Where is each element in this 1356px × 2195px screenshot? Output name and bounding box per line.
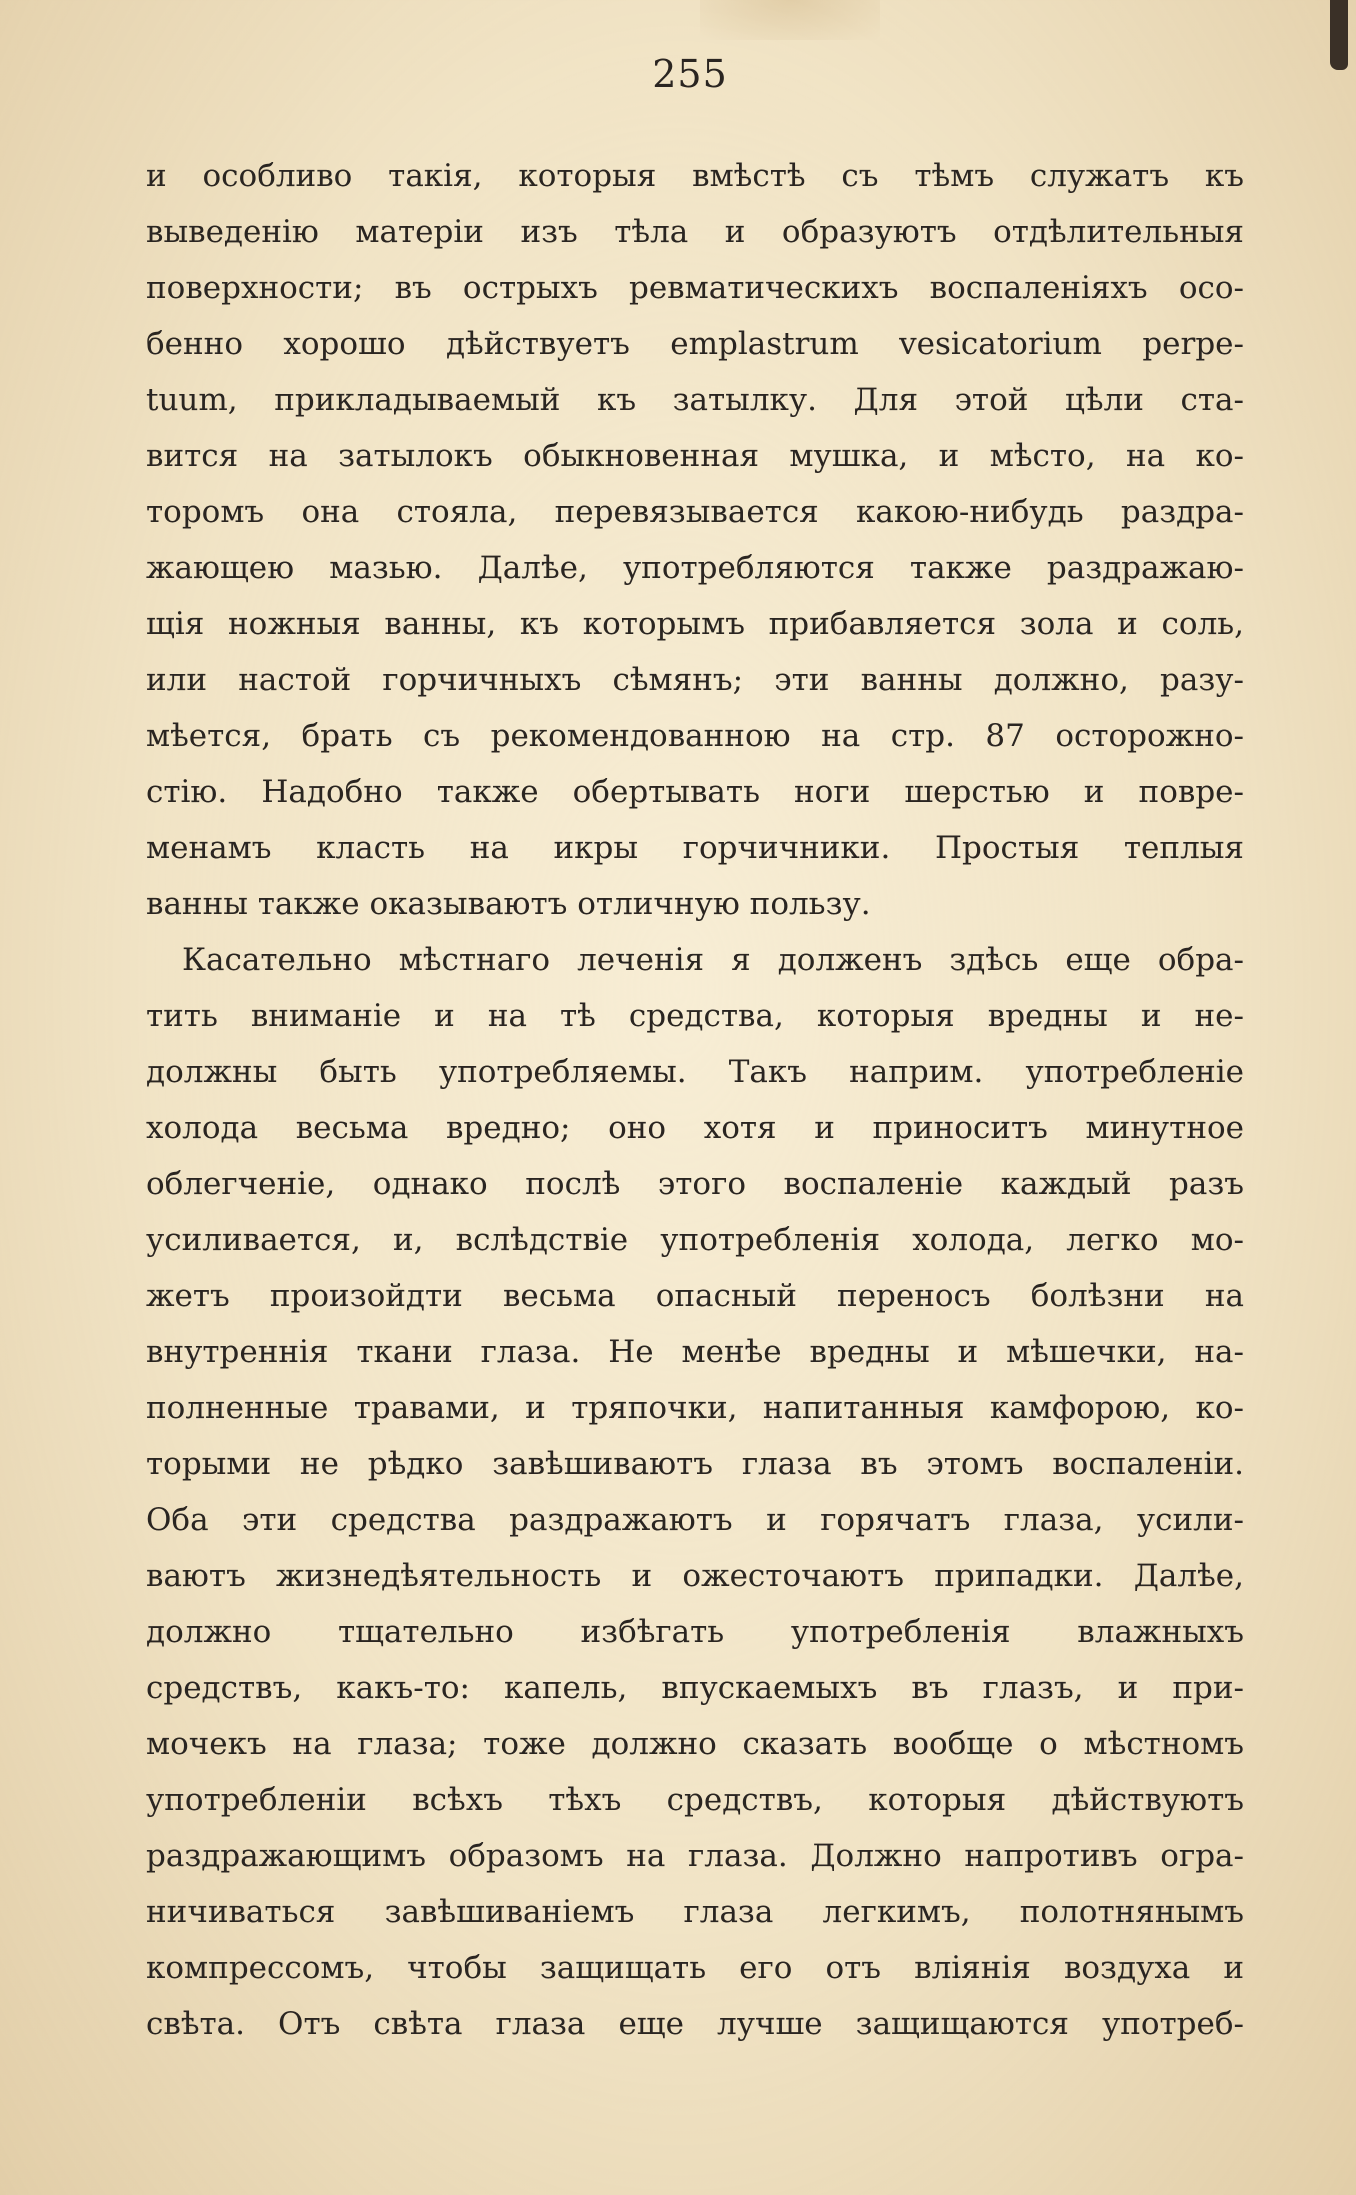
text-line: раздражающимъ образомъ на глаза. Должно напротивъ огра- — [146, 1838, 1244, 1874]
text-line: вится на затылокъ обыкновенная мушка, и мѣсто, на ко- — [146, 438, 1244, 474]
text-line: употребленіи всѣхъ тѣхъ средствъ, которыя дѣйствуютъ — [146, 1782, 1244, 1818]
text-line: холода весьма вредно; оно хотя и приноситъ минутное — [146, 1110, 1244, 1146]
text-line: Оба эти средства раздражаютъ и горячатъ глаза, усили- — [146, 1502, 1244, 1538]
paper-stain — [700, 0, 880, 40]
text-line: мѣется, брать съ рекомендованною на стр. 87 осторожно- — [146, 718, 1244, 754]
text-line: бенно хорошо дѣйствуетъ emplastrum vesicatorium perpe- — [146, 326, 1244, 362]
text-line: ванны также оказываютъ отличную пользу. — [146, 886, 871, 922]
text-line: tuum, прикладываемый къ затылку. Для этой цѣли ста- — [146, 382, 1244, 418]
text-line: внутреннія ткани глаза. Не менѣе вредны и мѣшечки, на- — [146, 1334, 1244, 1370]
text-line: тить вниманіе и на тѣ средства, которыя вредны и не- — [146, 998, 1244, 1034]
text-line: ничиваться завѣшиваніемъ глаза легкимъ, полотнянымъ — [146, 1894, 1244, 1930]
text-line: выведенію матеріи изъ тѣла и образуютъ отдѣлительныя — [146, 214, 1244, 250]
text-line: должно тщательно избѣгать употребленія влажныхъ — [146, 1614, 1244, 1650]
text-line: менамъ класть на икры горчичники. Простыя теплыя — [146, 830, 1244, 866]
text-line: и особливо такія, которыя вмѣстѣ съ тѣмъ служатъ къ — [146, 158, 1244, 194]
text-line: или настой горчичныхъ сѣмянъ; эти ванны должно, разу- — [146, 662, 1244, 698]
text-line: мочекъ на глаза; тоже должно сказать вообще о мѣстномъ — [146, 1726, 1244, 1762]
page-number: 255 — [652, 52, 728, 96]
text-line: поверхности; въ острыхъ ревматическихъ воспаленіяхъ осо- — [146, 270, 1244, 306]
text-line: стію. Надобно также обертывать ноги шерстью и повре- — [146, 774, 1244, 810]
text-line: компрессомъ, чтобы защищать его отъ вліянія воздуха и — [146, 1950, 1244, 1986]
text-line: ваютъ жизнедѣятельность и ожесточаютъ припадки. Далѣе, — [146, 1558, 1244, 1594]
text-line: торыми не рѣдко завѣшиваютъ глаза въ этомъ воспаленіи. — [146, 1446, 1244, 1482]
text-line: усиливается, и, вслѣдствіе употребленія холода, легко мо- — [146, 1222, 1244, 1258]
text-line: должны быть употребляемы. Такъ наприм. употребленіе — [146, 1054, 1244, 1090]
text-line: торомъ она стояла, перевязывается какою-нибудь раздра- — [146, 494, 1244, 530]
text-line: жетъ произойдти весьма опасный переносъ болѣзни на — [146, 1278, 1244, 1314]
text-line: щія ножныя ванны, къ которымъ прибавляется зола и соль, — [146, 606, 1244, 642]
text-line: свѣта. Отъ свѣта глаза еще лучше защищаются употреб- — [146, 2006, 1244, 2042]
text-line: средствъ, какъ-то: капель, впускаемыхъ въ глазъ, и при- — [146, 1670, 1244, 1706]
text-line: полненные травами, и тряпочки, напитанныя камфорою, ко- — [146, 1390, 1244, 1426]
body-text — [146, 148, 1244, 2052]
text-line: облегченіе, однако послѣ этого воспаленіе каждый разъ — [146, 1166, 1244, 1202]
text-line: Касательно мѣстнаго леченія я долженъ здѣсь еще обра- — [182, 942, 1244, 978]
text-line: жающею мазью. Далѣе, употребляются также раздражаю- — [146, 550, 1244, 586]
